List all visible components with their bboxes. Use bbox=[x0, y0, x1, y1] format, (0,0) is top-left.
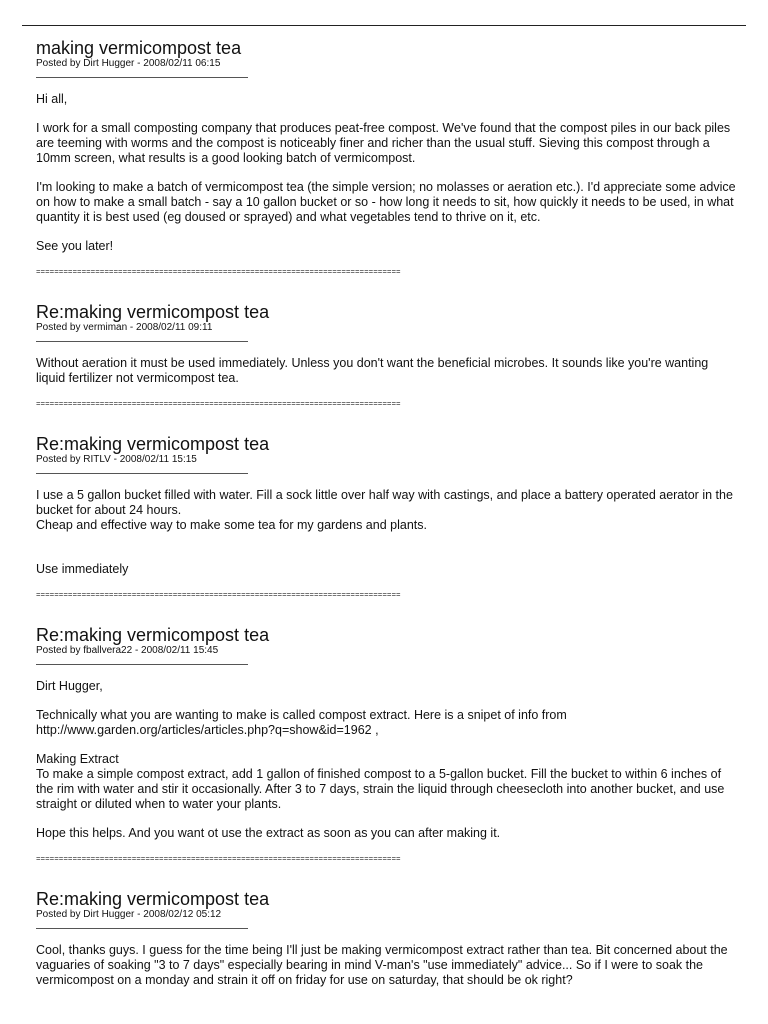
meta-divider bbox=[36, 664, 248, 665]
post-body bbox=[36, 356, 736, 386]
forum-post bbox=[36, 38, 736, 278]
post-paragraph: To make a simple compost extract, add 1 gallon of finished compost to a 5-gallon bucket. Fill the bucket to within 6 inches of the rim with water and stir it occasionally. After 3 to 7 days, strain the liquid through cheesecloth into another bucket, and use straight or diluted when to water your plants. bbox=[36, 767, 725, 811]
forum-post bbox=[36, 434, 736, 601]
post-paragraph: I use a 5 gallon bucket filled with water. Fill a sock little over half way with castings, and place a battery operated aerator in the bucket for about 24 hours. bbox=[36, 488, 733, 517]
post-paragraph: I work for a small composting company that produces peat-free compost. We've found that the compost piles in our back piles are teeming with worms and the compost is noticeably finer and richer than the usual stuff. Sieving this compost through a 10mm screen, what results is a good looking batch of vermicompost. bbox=[36, 121, 731, 165]
post-paragraph: Dirt Hugger, bbox=[36, 679, 103, 693]
post-title: Re:making vermicompost tea bbox=[36, 302, 270, 322]
forum-post bbox=[36, 302, 736, 410]
post-body bbox=[36, 488, 736, 577]
post-separator: ================================================================================ bbox=[36, 269, 401, 277]
post-title: Re:making vermicompost tea bbox=[36, 889, 270, 909]
post-title: Re:making vermicompost tea bbox=[36, 434, 270, 454]
post-paragraph: Use immediately bbox=[36, 562, 129, 576]
post-meta: Posted by fballvera22 - 2008/02/11 15:45 bbox=[36, 645, 219, 656]
post-title: Re:making vermicompost tea bbox=[36, 625, 270, 645]
post-subheading: Making Extract bbox=[36, 752, 119, 766]
post-paragraph: Cool, thanks guys. I guess for the time being I'll just be making vermicompost extract rather than tea. Bit concerned about the vaguaries of soaking "3 to 7 days" especially bearing in mind V-man's "use immediately" advice... So if I were to soak the vermicompost on a monday and strain it off on friday for use on saturday, that should be ok right? bbox=[36, 943, 728, 987]
post-separator: ================================================================================ bbox=[36, 856, 401, 864]
post-paragraph: Hope this helps. And you want ot use the extract as soon as you can after making it. bbox=[36, 826, 501, 840]
post-meta: Posted by Dirt Hugger - 2008/02/12 05:12 bbox=[36, 909, 222, 920]
post-body bbox=[36, 92, 736, 254]
post-paragraph: See you later! bbox=[36, 239, 114, 253]
post-paragraph: I'm looking to make a batch of vermicompost tea (the simple version; no molasses or aeration etc.). I'd appreciate some advice on how to make a small batch - say a 10 gallon bucket or so - how long it needs to sit, how quickly it needs to be used, in what quantity it is best used (eg doused or sprayed) and what vegetables tend to thrive on it, etc. bbox=[36, 180, 736, 224]
forum-thread bbox=[36, 38, 736, 1002]
meta-divider bbox=[36, 928, 248, 929]
post-paragraph: Cheap and effective way to make some tea for my gardens and plants. bbox=[36, 518, 427, 532]
post-separator: ================================================================================ bbox=[36, 401, 401, 409]
meta-divider bbox=[36, 341, 248, 342]
post-meta: Posted by Dirt Hugger - 2008/02/11 06:15 bbox=[36, 58, 221, 69]
post-meta: Posted by vermiman - 2008/02/11 09:11 bbox=[36, 322, 213, 333]
post-body bbox=[36, 679, 736, 841]
post-body bbox=[36, 943, 736, 988]
post-separator: ================================================================================ bbox=[36, 592, 401, 600]
post-title: making vermicompost tea bbox=[36, 38, 242, 58]
top-divider bbox=[22, 25, 746, 26]
post-paragraph: Technically what you are wanting to make is called compost extract. Here is a snipet of info from http://www.garden.org/articles/articles.php?q=show&id=1962 , bbox=[36, 708, 567, 737]
post-paragraph: Hi all, bbox=[36, 92, 68, 106]
meta-divider bbox=[36, 473, 248, 474]
forum-post bbox=[36, 625, 736, 865]
forum-post bbox=[36, 889, 736, 988]
meta-divider bbox=[36, 77, 248, 78]
post-paragraph: Without aeration it must be used immediately. Unless you don't want the beneficial microbes. It sounds like you're wanting liquid fertilizer not vermicompost tea. bbox=[36, 356, 709, 385]
post-meta: Posted by RITLV - 2008/02/11 15:15 bbox=[36, 454, 197, 465]
